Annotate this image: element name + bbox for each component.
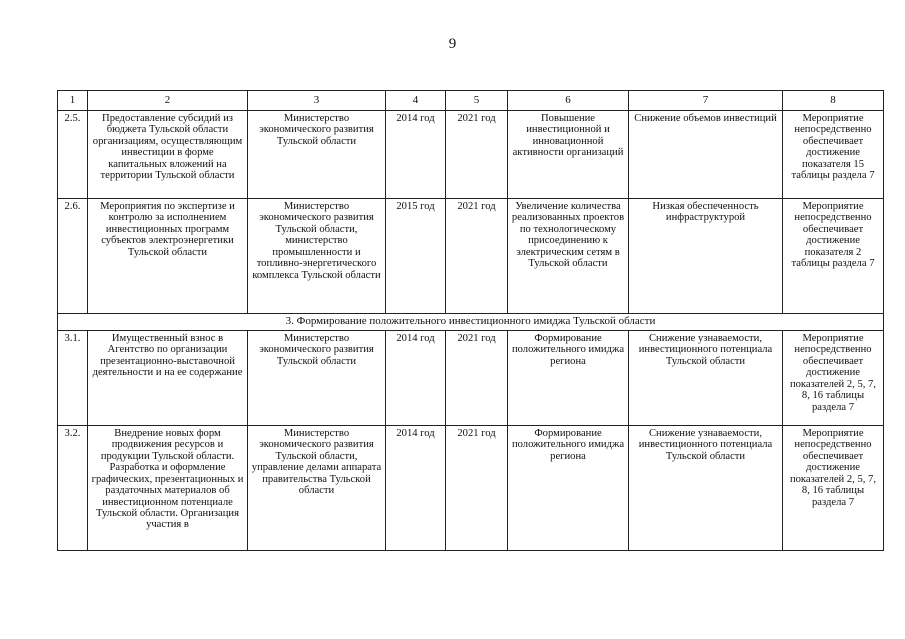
consequence-cell: Низкая обеспеченность инфраструктурой bbox=[629, 199, 783, 314]
measure-cell: Мероприятия по экспертизе и контролю за исполнением инвестиционных программ субъектов электроэнергетики Тульской области bbox=[88, 199, 248, 314]
executor-cell: Министерство экономического развития Тульской области bbox=[248, 330, 386, 425]
section-row bbox=[58, 314, 884, 331]
measures-table bbox=[57, 90, 884, 551]
table-row bbox=[58, 330, 884, 425]
section-title: 3. Формирование положительного инвестиционного имиджа Тульской области bbox=[58, 314, 884, 331]
column-header: 2 bbox=[88, 91, 248, 111]
consequence-cell: Снижение узнаваемости, инвестиционного потенциала Тульской области bbox=[629, 330, 783, 425]
column-header: 3 bbox=[248, 91, 386, 111]
indicator-link-cell: Мероприятие непосредственно обеспечивает достижение показателя 2 таблицы раздела 7 bbox=[783, 199, 884, 314]
table-row bbox=[58, 425, 884, 550]
start-year-cell: 2014 год bbox=[386, 111, 446, 199]
column-header: 5 bbox=[446, 91, 508, 111]
start-year-cell: 2014 год bbox=[386, 330, 446, 425]
column-header: 7 bbox=[629, 91, 783, 111]
executor-cell: Министерство экономического развития Тульской области, управление делами аппарата правительства Тульской области bbox=[248, 425, 386, 550]
result-cell: Повышение инвестиционной и инновационной активности организаций bbox=[508, 111, 629, 199]
start-year-cell: 2015 год bbox=[386, 199, 446, 314]
measure-cell: Внедрение новых форм продвижения ресурсов и продукции Тульской области. Разработка и оформление графических, презентационных и раздаточных материалов об инвестиционном потенциале Тульской области. Организация участия в bbox=[88, 425, 248, 550]
indicator-link-cell: Мероприятие непосредственно обеспечивает достижение показателей 2, 5, 7, 8, 16 таблицы раздела 7 bbox=[783, 425, 884, 550]
consequence-cell: Снижение узнаваемости, инвестиционного потенциала Тульской области bbox=[629, 425, 783, 550]
column-header: 6 bbox=[508, 91, 629, 111]
consequence-cell: Снижение объемов инвестиций bbox=[629, 111, 783, 199]
row-number: 3.2. bbox=[58, 425, 88, 550]
result-cell: Формирование положительного имиджа региона bbox=[508, 425, 629, 550]
row-number: 3.1. bbox=[58, 330, 88, 425]
measure-cell: Имущественный взнос в Агентство по организации презентационно-выставочной деятельности и на ее содержание bbox=[88, 330, 248, 425]
header-row bbox=[58, 91, 884, 111]
page-number: 9 bbox=[448, 36, 457, 52]
result-cell: Увеличение количества реализованных проектов по технологическому присоединению к электрическим сетям в Тульской области bbox=[508, 199, 629, 314]
row-number: 2.5. bbox=[58, 111, 88, 199]
row-number: 2.6. bbox=[58, 199, 88, 314]
table-row bbox=[58, 111, 884, 199]
indicator-link-cell: Мероприятие непосредственно обеспечивает достижение показателя 15 таблицы раздела 7 bbox=[783, 111, 884, 199]
end-year-cell: 2021 год bbox=[446, 425, 508, 550]
end-year-cell: 2021 год bbox=[446, 199, 508, 314]
executor-cell: Министерство экономического развития Тульской области bbox=[248, 111, 386, 199]
start-year-cell: 2014 год bbox=[386, 425, 446, 550]
column-header: 1 bbox=[58, 91, 88, 111]
end-year-cell: 2021 год bbox=[446, 111, 508, 199]
executor-cell: Министерство экономического развития Тульской области, министерство промышленности и топливно-энергетического комплекса Тульской области bbox=[248, 199, 386, 314]
end-year-cell: 2021 год bbox=[446, 330, 508, 425]
column-header: 8 bbox=[783, 91, 884, 111]
measure-cell: Предоставление субсидий из бюджета Тульской области организациям, осуществляющим инвестиции в форме капитальных вложений на территории Тульской области bbox=[88, 111, 248, 199]
result-cell: Формирование положительного имиджа региона bbox=[508, 330, 629, 425]
column-header: 4 bbox=[386, 91, 446, 111]
table-row bbox=[58, 199, 884, 314]
indicator-link-cell: Мероприятие непосредственно обеспечивает достижение показателей 2, 5, 7, 8, 16 таблицы раздела 7 bbox=[783, 330, 884, 425]
